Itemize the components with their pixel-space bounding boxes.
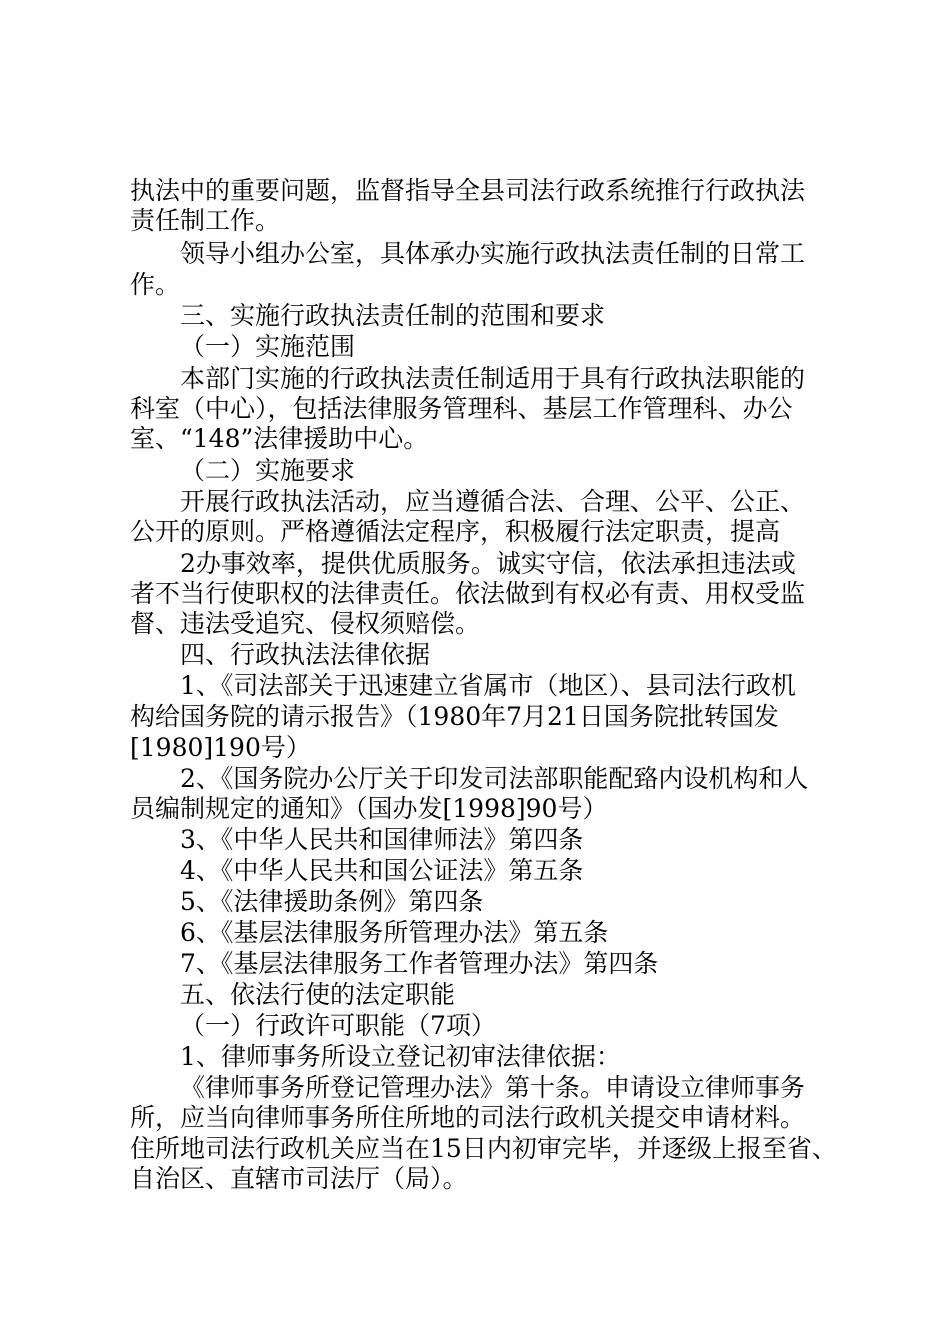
- subsection-heading: （一）行政许可职能（7项）: [180, 1011, 496, 1040]
- section-heading: 五、依法行使的法定职能: [180, 980, 456, 1009]
- list-item-continuation: [1980]190号）: [130, 733, 311, 762]
- text-line: 公开的原则。严格遵循法定程序，积极履行法定职责，提高: [130, 517, 781, 546]
- text-line: 者不当行使职权的法律责任。依法做到有权必有责、用权受监: [130, 579, 806, 608]
- text-line: 住所地司法行政机关应当在15日内初审完毕，并逐级上报至省、: [130, 1134, 837, 1163]
- text-line: 本部门实施的行政执法责任制适用于具有行政执法职能的: [180, 364, 806, 393]
- text-line: 作。: [130, 270, 181, 299]
- list-item-continuation: 构给国务院的请示报告》（1980年7月21日国务院批转国发: [130, 702, 779, 731]
- text-line: 执法中的重要问题，监督指导全县司法行政系统推行行政执法: [130, 176, 806, 205]
- text-line: 责任制工作。: [130, 206, 281, 235]
- text-line: 室、“148”法律援助中心。: [130, 424, 429, 453]
- list-item: 3、《中华人民共和国律师法》第四条: [180, 825, 584, 854]
- text-line: 督、违法受追究、侵权须赔偿。: [130, 609, 481, 638]
- list-item: 4、《中华人民共和国公证法》第五条: [180, 856, 584, 885]
- subsection-heading: （一）实施范围: [180, 332, 356, 361]
- text-line: 开展行政执法活动，应当遵循合法、合理、公平、公正、: [180, 487, 806, 516]
- list-item-continuation: 员编制规定的通知》（国办发[1998]90号）: [130, 794, 608, 823]
- text-line: 1、律师事务所设立登记初审法律依据：: [180, 1042, 621, 1071]
- list-item: 5、《法律援助条例》第四条: [180, 887, 484, 916]
- text-line: 领导小组办公室，具体承办实施行政执法责任制的日常工: [180, 239, 806, 268]
- list-item: 1、《司法部关于迅速建立省属市（地区）、县司法行政机: [180, 671, 796, 700]
- text-line: 2办事效率，提供优质服务。诚实守信，依法承担违法或: [180, 549, 796, 578]
- list-item: 7、《基层法律服务工作者管理办法》第四条: [180, 949, 659, 978]
- text-line: 自治区、直辖市司法厅（局）。: [130, 1164, 468, 1193]
- text-line: 科室（中心），包括法律服务管理科、基层工作管理科、办公: [130, 394, 793, 423]
- subsection-heading: （二）实施要求: [180, 456, 356, 485]
- text-line: 所，应当向律师事务所住所地的司法行政机关提交申请材料。: [130, 1103, 806, 1132]
- list-item: 2、《国务院办公厅关于印发司法部职能配臵内设机构和人: [180, 764, 809, 793]
- section-heading: 四、行政执法法律依据: [180, 640, 431, 669]
- section-heading: 三、实施行政执法责任制的范围和要求: [180, 301, 606, 330]
- text-line: 《律师事务所登记管理办法》第十条。申请设立律师事务: [180, 1073, 806, 1102]
- list-item: 6、《基层法律服务所管理办法》第五条: [180, 918, 609, 947]
